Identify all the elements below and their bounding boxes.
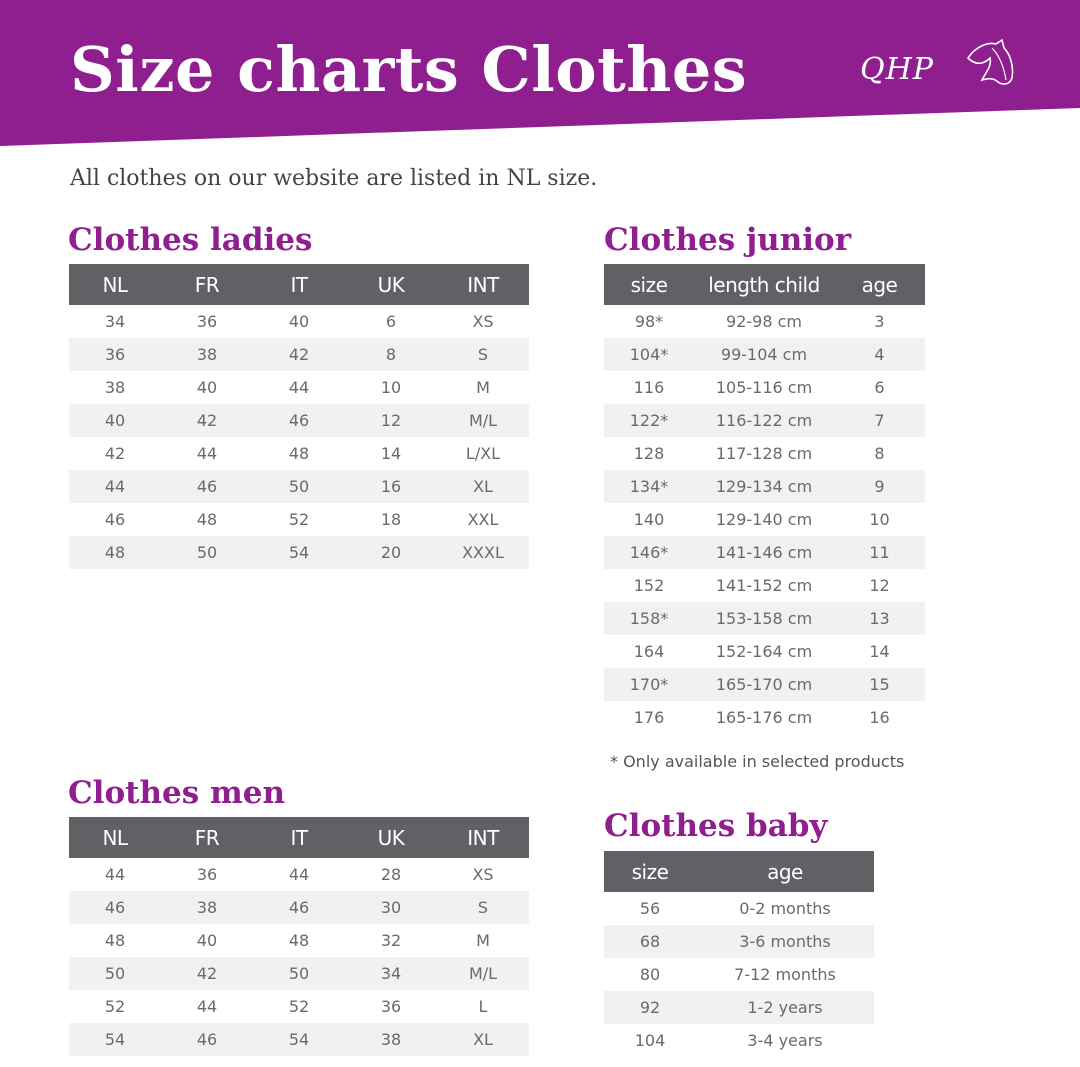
table-cell: 40 <box>288 312 310 331</box>
table-cell: 34 <box>104 312 126 331</box>
table-cell: 141-146 cm <box>694 536 834 569</box>
table-cell: 7 <box>834 404 925 437</box>
column-header: FR <box>161 264 253 305</box>
table-cell: 12 <box>345 404 437 437</box>
column-header: age <box>696 851 874 892</box>
table-cell: 80 <box>639 965 661 984</box>
table-cell: 36 <box>380 997 402 1016</box>
table-row <box>604 635 925 668</box>
table-cell: 134* <box>604 470 694 503</box>
table-row <box>604 305 925 338</box>
table-cell: 129-134 cm <box>694 470 834 503</box>
ladies-table <box>69 264 529 569</box>
table-cell: 14 <box>869 642 890 661</box>
table-cell: 46 <box>69 891 161 924</box>
table-cell: 42 <box>161 957 253 990</box>
table-cell: 52 <box>288 510 310 529</box>
column-header: FR <box>161 817 253 858</box>
table-row <box>604 338 925 371</box>
table-cell: 92 <box>604 991 696 1024</box>
table-row <box>69 437 529 470</box>
table-cell: 20 <box>345 536 437 569</box>
junior-table <box>604 264 925 734</box>
table-cell: 40 <box>196 378 218 397</box>
table-cell: 116 <box>633 378 665 397</box>
table-row <box>69 536 529 569</box>
column-header: size <box>604 264 694 305</box>
table-cell: 104 <box>634 1031 666 1050</box>
table-cell: 140 <box>633 510 665 529</box>
table-cell: 99-104 cm <box>694 338 834 371</box>
table-cell: 36 <box>196 312 218 331</box>
table-cell: M <box>476 378 490 397</box>
table-cell: 105-116 cm <box>715 378 813 397</box>
table-cell: 34 <box>345 957 437 990</box>
column-header: length child <box>694 264 834 305</box>
table-cell: 44 <box>288 378 310 397</box>
table-row <box>69 470 529 503</box>
table-cell: 50 <box>253 957 345 990</box>
table-cell: 11 <box>834 536 925 569</box>
table-cell: 6 <box>874 378 885 397</box>
table-cell: 48 <box>288 931 310 950</box>
table-row <box>604 1024 874 1057</box>
table-cell: 128 <box>633 444 665 463</box>
table-cell: 158* <box>604 602 694 635</box>
table-cell: 10 <box>380 378 402 397</box>
table-cell: 7-12 months <box>734 965 836 984</box>
junior-title: Clothes junior <box>604 222 852 258</box>
baby-title: Clothes baby <box>604 808 828 844</box>
table-row <box>604 404 925 437</box>
table-cell: S <box>437 338 529 371</box>
table-cell: 46 <box>253 891 345 924</box>
table-row <box>69 858 529 891</box>
table-cell: 8 <box>345 338 437 371</box>
table-cell: 13 <box>834 602 925 635</box>
table-cell: 46 <box>161 470 253 503</box>
table-cell: 6 <box>385 312 397 331</box>
table-cell: 3-4 years <box>747 1031 823 1050</box>
table-cell: 3 <box>874 312 885 331</box>
table-cell: 14 <box>380 444 402 463</box>
table-cell: 12 <box>869 576 890 595</box>
table-cell: XXL <box>467 510 499 529</box>
table-cell: 141-152 cm <box>715 576 813 595</box>
table-cell: 44 <box>104 865 126 884</box>
table-cell: 46 <box>104 510 126 529</box>
table-cell: L/XL <box>465 444 501 463</box>
table-cell: 176 <box>633 708 665 727</box>
table-cell: 10 <box>869 510 890 529</box>
table-cell: S <box>437 891 529 924</box>
table-row <box>69 1023 529 1056</box>
table-cell: XL <box>437 470 529 503</box>
table-row <box>69 371 529 404</box>
table-row <box>604 371 925 404</box>
table-cell: 54 <box>253 536 345 569</box>
table-row <box>69 305 529 338</box>
table-cell: 48 <box>196 510 218 529</box>
table-cell: 44 <box>288 865 310 884</box>
table-cell: XXXL <box>437 536 529 569</box>
table-cell: 40 <box>69 404 161 437</box>
table-cell: 32 <box>380 931 402 950</box>
table-row <box>604 925 874 958</box>
table-cell: 56 <box>639 899 661 918</box>
column-header: UK <box>345 817 437 858</box>
page-title: Size charts Clothes <box>70 33 748 106</box>
table-row <box>604 503 925 536</box>
table-cell: 129-140 cm <box>715 510 813 529</box>
table-cell: 9 <box>834 470 925 503</box>
table-cell: 104* <box>604 338 694 371</box>
table-cell: XS <box>472 865 494 884</box>
table-cell: 52 <box>104 997 126 1016</box>
table-cell: 38 <box>104 378 126 397</box>
table-row <box>69 891 529 924</box>
table-cell: M/L <box>437 957 529 990</box>
table-cell: 68 <box>604 925 696 958</box>
intro-text: All clothes on our website are listed in NL size. <box>70 166 598 191</box>
table-row <box>604 437 925 470</box>
table-row <box>69 338 529 371</box>
table-cell: 8 <box>874 444 885 463</box>
table-cell: XL <box>437 1023 529 1056</box>
table-cell: M/L <box>437 404 529 437</box>
table-cell: 4 <box>834 338 925 371</box>
table-cell: 52 <box>288 997 310 1016</box>
table-cell: 152 <box>633 576 665 595</box>
table-cell: 42 <box>161 404 253 437</box>
table-cell: 50 <box>161 536 253 569</box>
column-header: IT <box>253 817 345 858</box>
qhp-logo <box>856 38 1016 100</box>
table-cell: 54 <box>69 1023 161 1056</box>
table-cell: 38 <box>161 338 253 371</box>
table-row <box>69 404 529 437</box>
table-cell: 46 <box>253 404 345 437</box>
table-row <box>604 602 925 635</box>
table-cell: 15 <box>834 668 925 701</box>
table-row <box>604 892 874 925</box>
column-header: INT <box>437 264 529 305</box>
men-title: Clothes men <box>68 775 286 811</box>
table-cell: 48 <box>104 931 126 950</box>
column-header: NL <box>69 817 161 858</box>
table-row <box>604 668 925 701</box>
header-banner <box>0 0 1080 150</box>
table-cell: 164 <box>633 642 665 661</box>
table-row <box>604 958 874 991</box>
baby-table <box>604 851 874 1057</box>
table-cell: 92-98 cm <box>726 312 802 331</box>
table-cell: 0-2 months <box>739 899 831 918</box>
table-cell: 38 <box>345 1023 437 1056</box>
column-header: age <box>834 264 925 305</box>
table-cell: 30 <box>345 891 437 924</box>
table-cell: 153-158 cm <box>694 602 834 635</box>
table-cell: 117-128 cm <box>715 444 813 463</box>
table-cell: 42 <box>253 338 345 371</box>
table-cell: 165-176 cm <box>715 708 813 727</box>
table-row <box>604 701 925 734</box>
table-cell: 28 <box>380 865 402 884</box>
table-cell: 38 <box>161 891 253 924</box>
table-cell: 36 <box>69 338 161 371</box>
table-row <box>69 924 529 957</box>
table-cell: 36 <box>196 865 218 884</box>
table-cell: 116-122 cm <box>694 404 834 437</box>
table-cell: 42 <box>104 444 126 463</box>
logo-text: QHP <box>860 52 934 87</box>
table-cell: 170* <box>604 668 694 701</box>
table-cell: 146* <box>604 536 694 569</box>
table-cell: 165-170 cm <box>694 668 834 701</box>
table-row <box>604 991 874 1024</box>
table-row <box>69 957 529 990</box>
table-cell: 98* <box>634 312 664 331</box>
table-cell: M <box>476 931 490 950</box>
table-cell: 48 <box>288 444 310 463</box>
table-cell: 122* <box>604 404 694 437</box>
men-table <box>69 817 529 1056</box>
table-cell: XS <box>472 312 494 331</box>
table-cell: 46 <box>161 1023 253 1056</box>
table-cell: 50 <box>253 470 345 503</box>
table-cell: 44 <box>196 997 218 1016</box>
table-cell: 44 <box>69 470 161 503</box>
table-row <box>69 503 529 536</box>
column-header: INT <box>437 817 529 858</box>
table-cell: 54 <box>253 1023 345 1056</box>
table-cell: 44 <box>196 444 218 463</box>
table-cell: 40 <box>196 931 218 950</box>
column-header: IT <box>253 264 345 305</box>
table-cell: 16 <box>869 708 890 727</box>
ladies-title: Clothes ladies <box>68 222 313 258</box>
table-cell: 1-2 years <box>696 991 874 1024</box>
table-cell: 48 <box>69 536 161 569</box>
table-row <box>604 470 925 503</box>
table-cell: 16 <box>345 470 437 503</box>
table-row <box>604 569 925 602</box>
table-row <box>69 990 529 1023</box>
table-cell: 18 <box>380 510 402 529</box>
table-cell: 50 <box>69 957 161 990</box>
table-cell: 152-164 cm <box>715 642 813 661</box>
junior-footnote: * Only available in selected products <box>610 752 905 771</box>
column-header: NL <box>69 264 161 305</box>
table-cell: 3-6 months <box>696 925 874 958</box>
column-header: UK <box>345 264 437 305</box>
column-header: size <box>604 851 696 892</box>
table-row <box>604 536 925 569</box>
table-cell: L <box>478 997 488 1016</box>
